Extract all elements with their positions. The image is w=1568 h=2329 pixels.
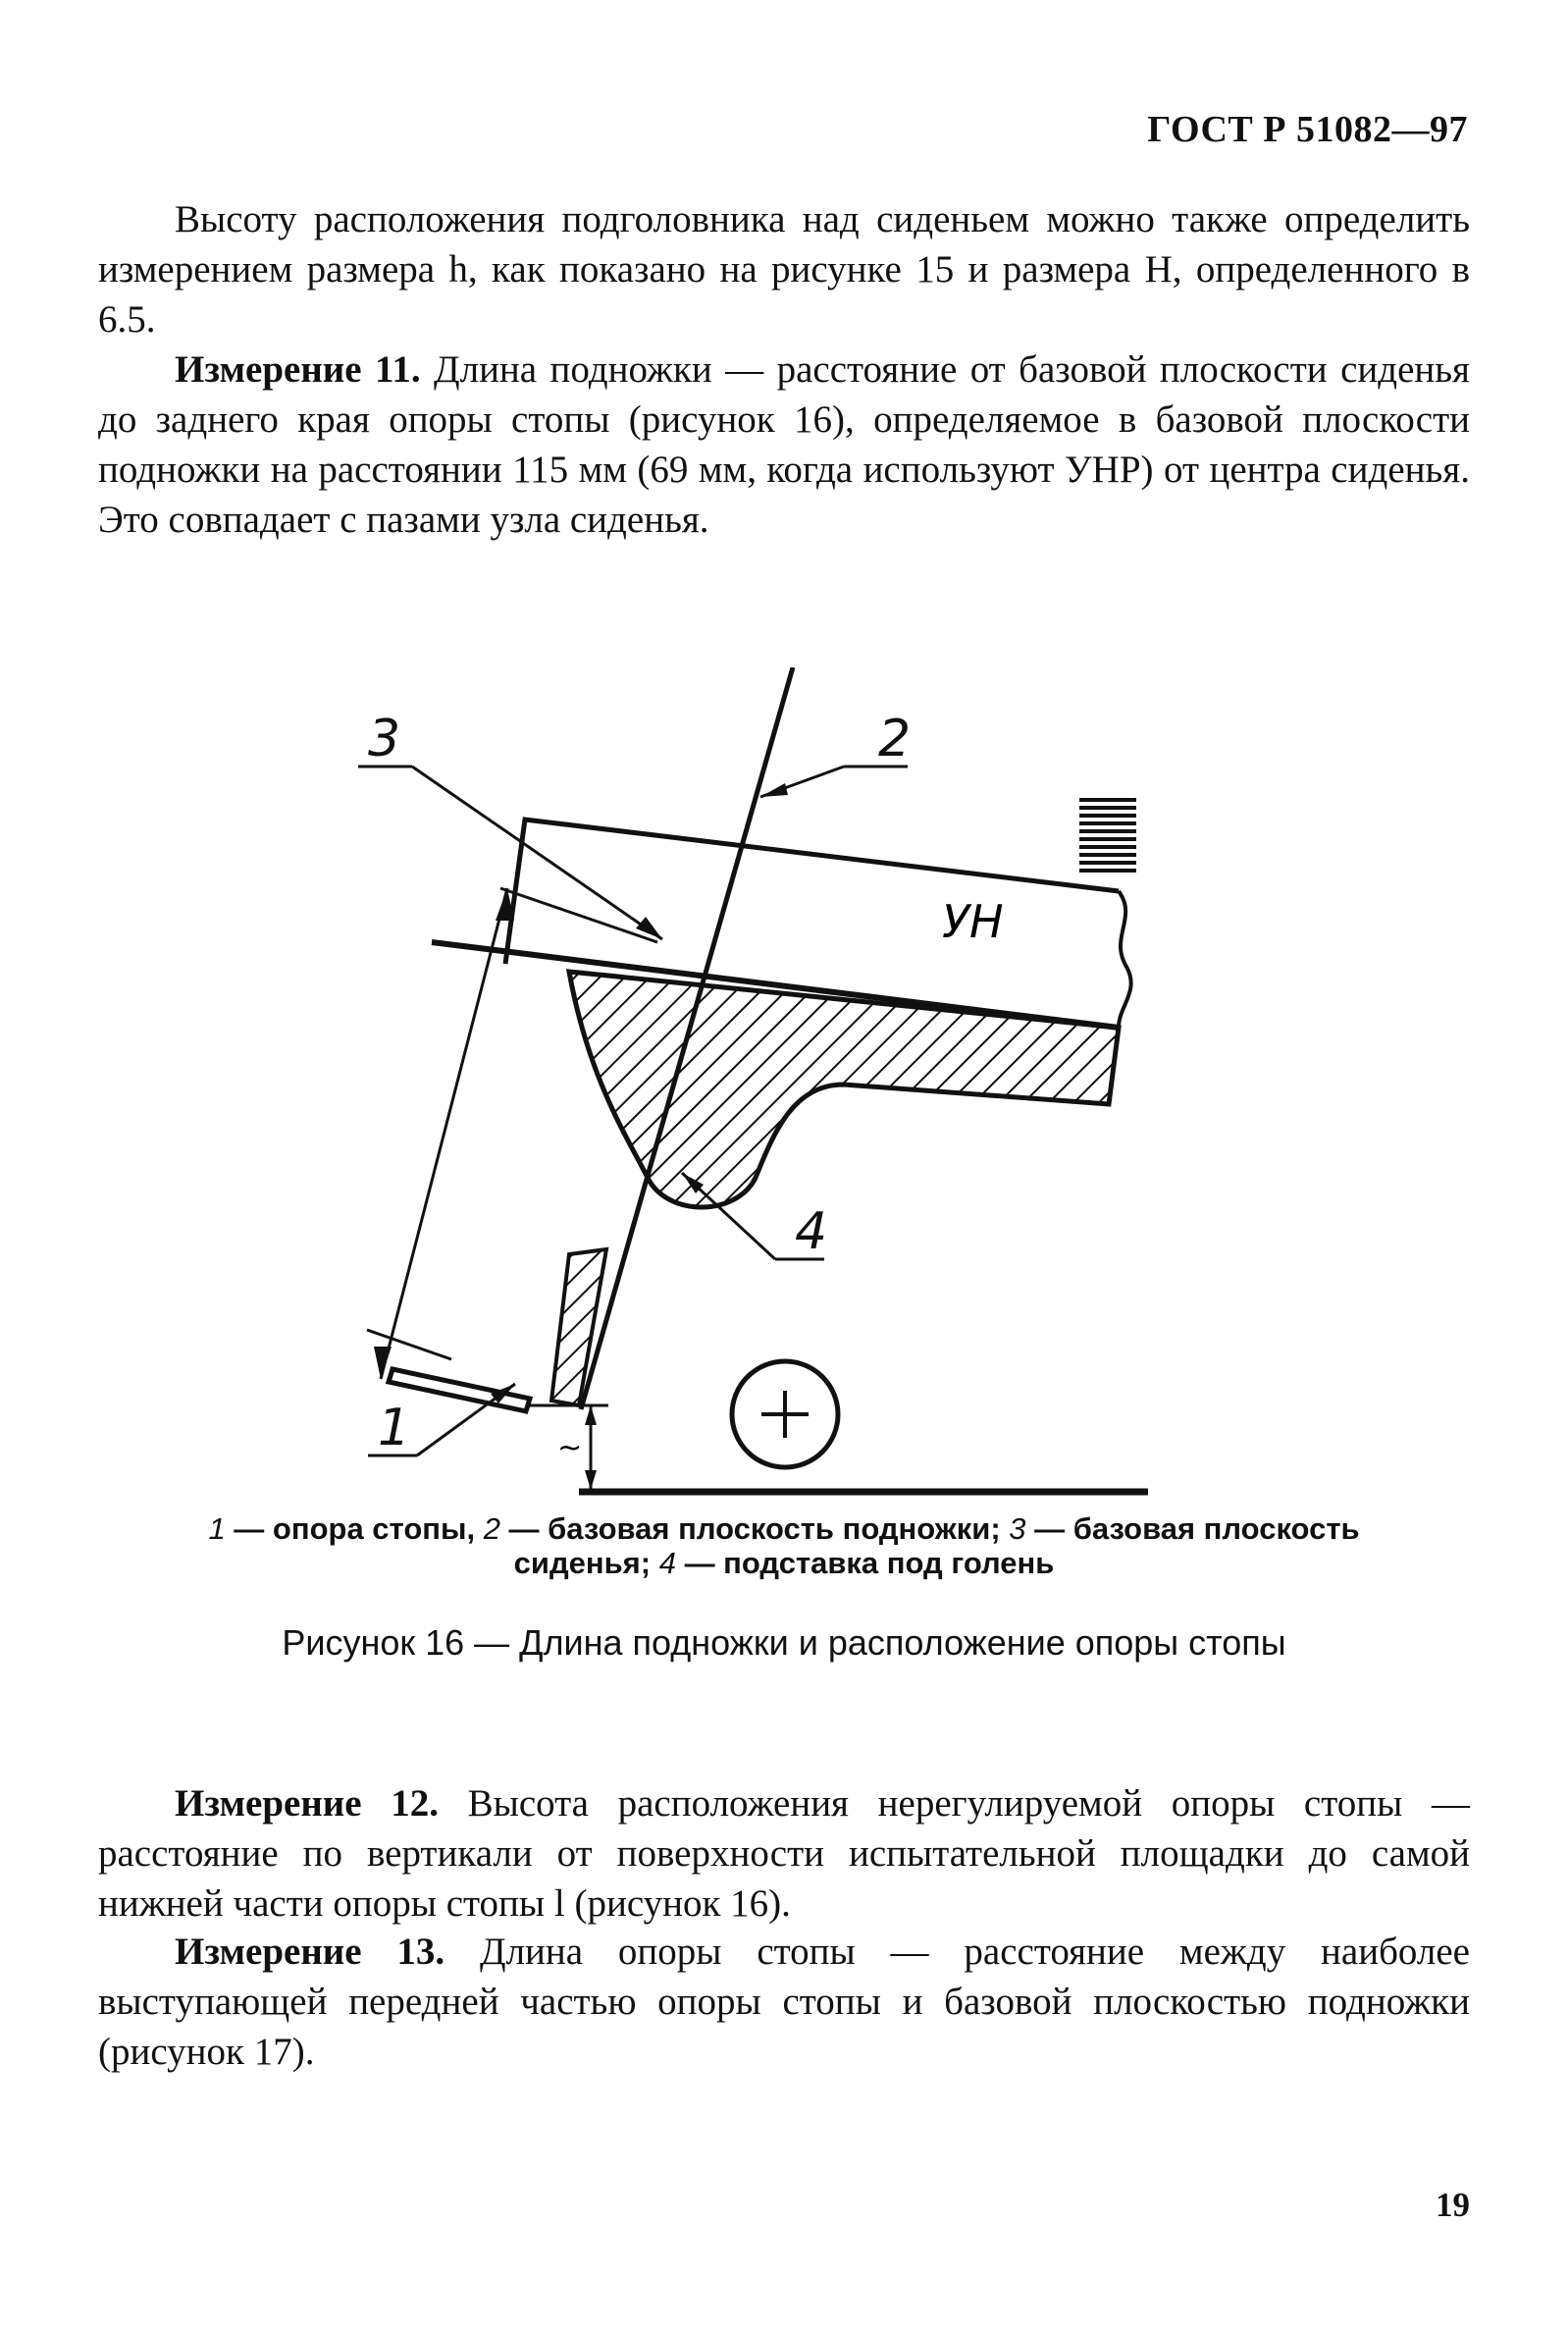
label-4: 4 (795, 1202, 828, 1261)
legend-num-1: 1 (208, 1511, 226, 1546)
paragraph-measurement-13 (98, 1927, 1470, 2077)
label-2: 2 (878, 710, 912, 768)
legend-num-4: 4 (658, 1546, 676, 1580)
legend-text-1: — опора стопы, (225, 1511, 484, 1546)
page-number: 19 (1436, 2186, 1470, 2224)
legend-text-2: — базовая плоскость подножки; (499, 1511, 1010, 1546)
paragraph-headrest (98, 194, 1470, 344)
paragraph-lead: Измерение 12. (175, 1782, 439, 1825)
figure-legend (196, 1511, 1372, 1580)
paragraph-measurement-11 (98, 344, 1470, 545)
legend-text-3: — базовая плоскость сиденья; (513, 1511, 1360, 1580)
standard-header: ГОСТ Р 51082—97 (1147, 109, 1468, 150)
leg-rest (551, 1249, 606, 1405)
block-label: УН (942, 895, 1004, 948)
figure-caption: Рисунок 16 — Длина подножки и расположение опоры стопы (282, 1622, 1286, 1663)
paragraph-text: Высоту расположения подголовника над сиденьем можно также определить измерением размера h, как показано на рисунке 15 и размера H, определенного в 6.5. (98, 198, 1470, 341)
figure-16-diagram (334, 667, 1197, 1511)
legend-num-3: 3 (1009, 1511, 1026, 1546)
legend-text-4: — подставка под голень (675, 1546, 1055, 1580)
dimension-foot-support-height (526, 1405, 608, 1490)
paragraph-text: Длина подножки — расстояние от базовой плоскости сиденья до заднего края опоры стопы (рисунок 16), определяемое в базовой плоскости подножки на расстоянии 115 мм (69 мм, когда используют УНР) от центра сиденья. Это совпадает с пазами узла сиденья. (98, 348, 1470, 541)
paragraph-text: Длина опоры стопы — расстояние между наиболее выступающей передней частью опоры стопы и базовой плоскостью подножки (рисунок 17). (98, 1931, 1470, 2073)
label-1: 1 (378, 1399, 411, 1457)
legend-num-2: 2 (483, 1511, 500, 1546)
dimension-label: ~ (557, 1431, 583, 1465)
hatched-seat-profile (569, 972, 1119, 1207)
label-3: 3 (368, 710, 401, 768)
foot-support (389, 1369, 530, 1411)
paragraph-text: Высота расположения нерегулируемой опоры стопы — расстояние по вертикали от поверхности испытательной площадки до самой нижней части опоры стопы l (рисунок 16). (98, 1782, 1470, 1925)
wheel (732, 1361, 838, 1467)
paragraph-measurement-12 (98, 1778, 1470, 1929)
paragraph-lead: Измерение 13. (175, 1931, 445, 1973)
paragraph-lead: Измерение 11. (175, 348, 421, 391)
